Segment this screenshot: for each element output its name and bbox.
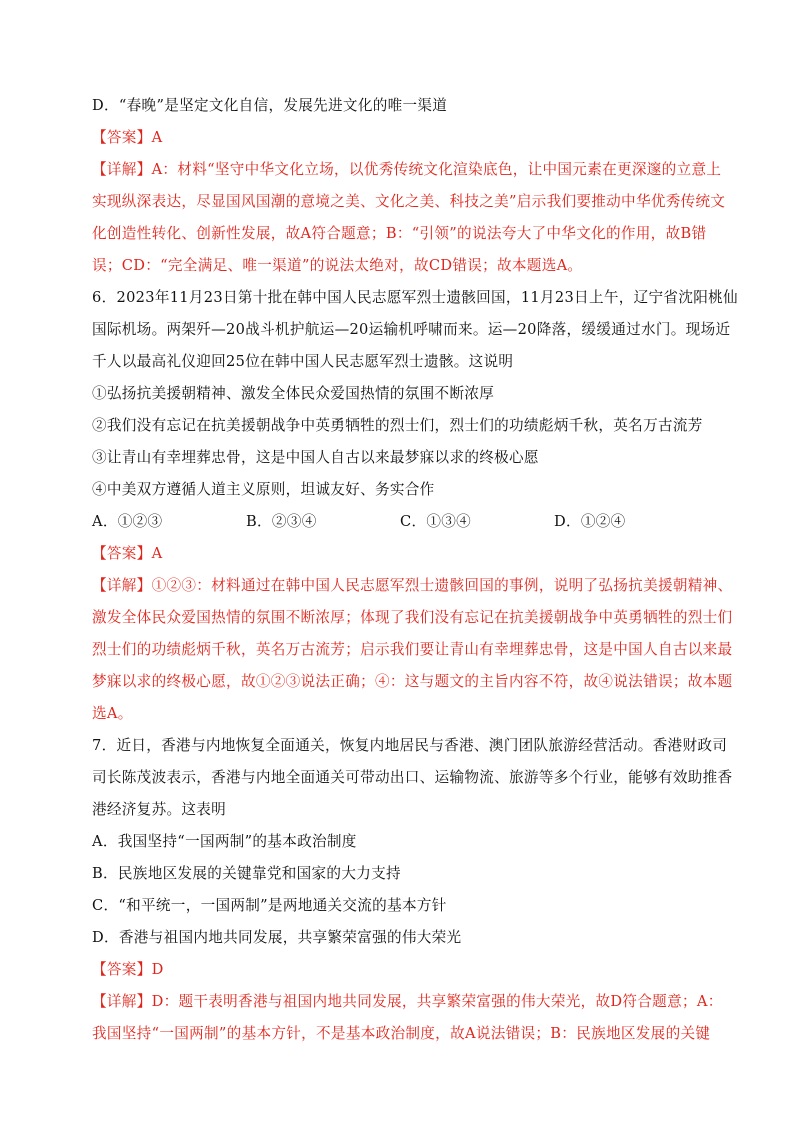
q5-detail-line: 【详解】A：材料“坚守中华文化立场，以优秀传统文化渲染底色，让中国元素在更深邃的立意上 (92, 161, 722, 178)
q6-statement: ③让青山有幸埋葬忠骨，这是中国人自古以来最梦寐以求的终极心愿 (92, 449, 539, 466)
q5-detail-line: 化创造性转化、创新性发展，故A符合题意；B：“引领”的说法夸大了中华文化的作用，故B错 (92, 225, 707, 242)
q6-detail-line: 烈士们的功绩彪炳千秋，英名万古流芳；启示我们要让青山有幸埋葬忠骨，这是中国人自古以来最 (92, 641, 733, 658)
q6-detail-line: 选A。 (92, 705, 133, 722)
q6-statement: ④中美双方遵循人道主义原则，坦诚友好、务实合作 (92, 481, 435, 498)
q7-detail-line: 【详解】D：题干表明香港与祖国内地共同发展，共享繁荣富强的伟大荣光，故D符合题意；A： (92, 993, 723, 1010)
q7-option-a: A．我国坚持“一国两制”的基本政治制度 (92, 833, 357, 850)
q6-statement: ②我们没有忘记在抗美援朝战争中英勇牺牲的烈士们，烈士们的功绩彪炳千秋，英名万古流芳 (92, 417, 703, 434)
q7-stem-line: 司长陈茂波表示，香港与内地全面通关可带动出口、运输物流、旅游等多个行业，能够有效助推香 (92, 769, 733, 786)
q7-stem-line: 港经济复苏。这表明 (92, 801, 227, 818)
q6-detail-line: 【详解】①②③：材料通过在韩中国人民志愿军烈士遗骸回国的事例，说明了弘扬抗美援朝精神、 (92, 577, 733, 594)
q6-option-a: A．①②③ (92, 513, 163, 530)
q6-detail-line: 梦寐以求的终极心愿，故①②③说法正确；④：这与题文的主旨内容不符，故④说法错误；故本题 (92, 673, 733, 690)
q7-option-c: C．“和平统一，一国两制”是两地通关交流的基本方针 (92, 897, 447, 914)
q5-detail-line: 误；CD：“完全满足、唯一渠道”的说法太绝对，故CD错误；故本题选A。 (92, 257, 583, 274)
q5-answer: 【答案】A (92, 129, 163, 146)
q6-option-c: C．①③④ (400, 513, 472, 530)
q6-statement: ①弘扬抗美援朝精神、激发全体民众爱国热情的氛围不断浓厚 (92, 385, 495, 402)
q5-detail-line: 实现纵深表达，尽显国风国潮的意境之美、文化之美、科技之美”启示我们要推动中华优秀传统文 (92, 193, 726, 210)
q6-options (92, 512, 712, 532)
q6-answer: 【答案】A (92, 545, 163, 562)
q5-option-d: D．“春晚”是坚定文化自信，发展先进文化的唯一渠道 (92, 97, 448, 114)
q7-detail-line: 我国坚持“一国两制”的基本方针，不是基本政治制度，故A说法错误；B：民族地区发展的关键 (92, 1025, 711, 1042)
q7-option-d: D．香港与祖国内地共同发展，共享繁荣富强的伟大荣光 (92, 929, 462, 946)
q6-option-b: B．②③④ (246, 513, 317, 530)
q6-detail-line: 激发全体民众爱国热情的氛围不断浓厚；体现了我们没有忘记在抗美援朝战争中英勇牺牲的烈士们 (92, 609, 733, 626)
q7-stem-line: 7．近日，香港与内地恢复全面通关，恢复内地居民与香港、澳门团队旅游经营活动。香港财政司 (92, 737, 728, 754)
q7-answer: 【答案】D (92, 961, 164, 978)
q6-stem-line: 千人以最高礼仪迎回25位在韩中国人民志愿军烈士遗骸。这说明 (92, 353, 514, 370)
q6-stem-line: 国际机场。两架歼—20战斗机护航运—20运输机呼啸而来。运—20降落，缓缓通过水门。现场近 (92, 321, 731, 338)
q7-option-b: B．民族地区发展的关键靠党和国家的大力支持 (92, 865, 401, 882)
q6-option-d: D．①②④ (554, 513, 626, 530)
q6-stem-line: 6．2023年11月23日第十批在韩中国人民志愿军烈士遗骸回国，11月23日上午，辽宁省沈阳桃仙 (92, 289, 738, 306)
